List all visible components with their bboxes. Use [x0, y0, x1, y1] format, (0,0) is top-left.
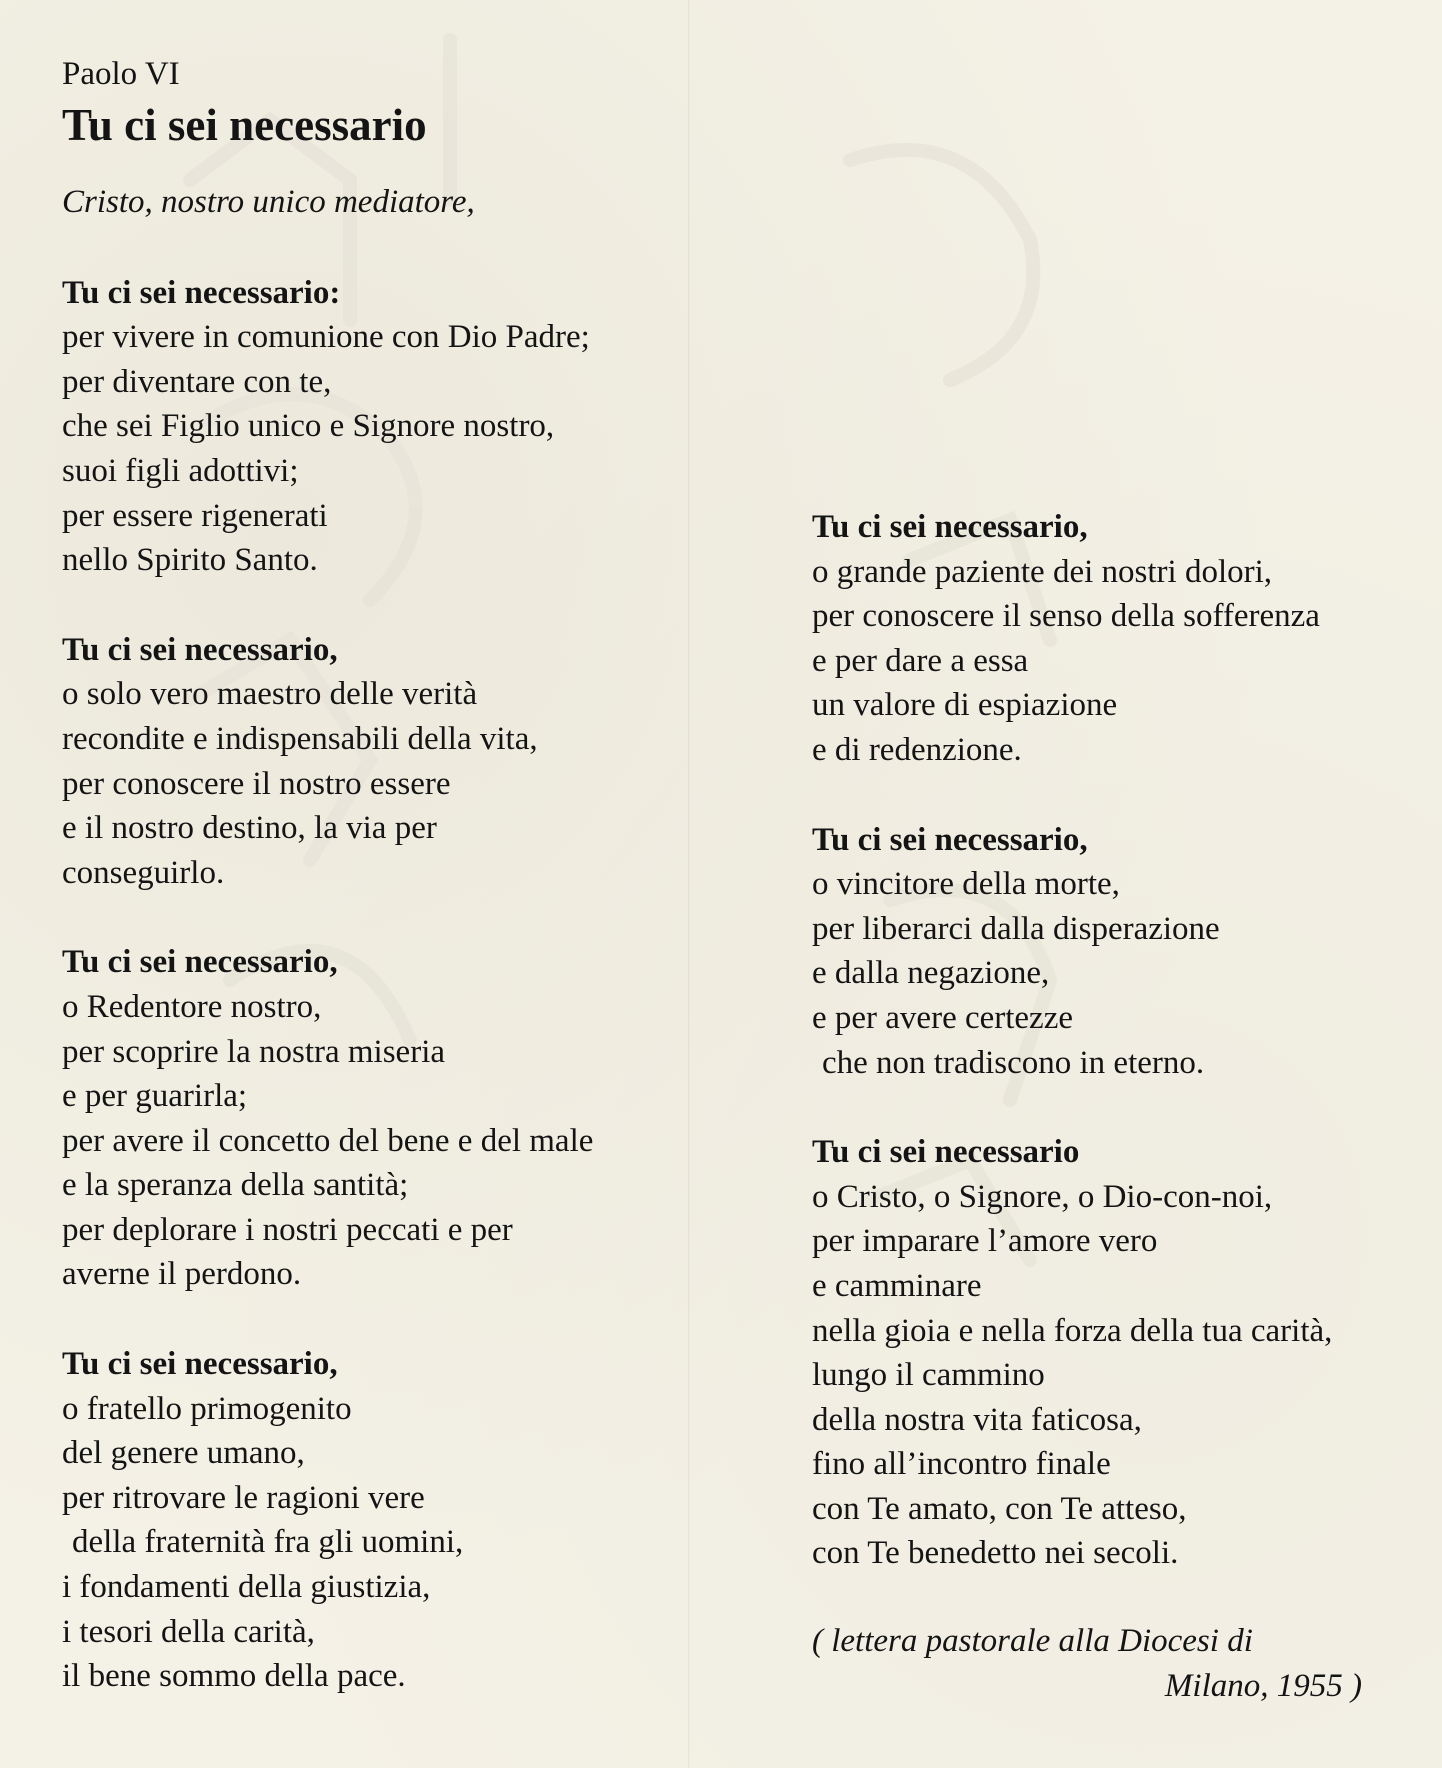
stanza-line: e per guarirla; [62, 1078, 248, 1115]
stanza-refrain: Tu ci sei necessario, [62, 1346, 338, 1383]
source-line-1: ( lettera pastorale alla Diocesi di [812, 1623, 1253, 1659]
stanza-line: per deplorare i nostri peccati e per [62, 1211, 513, 1248]
stanza-line: conseguirlo. [62, 854, 225, 891]
stanza-line: suoi figli adottivi; [62, 452, 299, 489]
stanza-line: i tesori della carità, [62, 1613, 315, 1650]
stanza-5 [812, 505, 1412, 773]
stanza-refrain: Tu ci sei necessario [812, 1134, 1080, 1171]
stanza-refrain: Tu ci sei necessario: [62, 274, 341, 311]
stanza-line: del genere umano, [62, 1435, 305, 1472]
poem-title: Tu ci sei necessario [62, 100, 427, 150]
stanza-line: e per avere certezze [812, 999, 1074, 1036]
stanza-line: il bene sommo della pace. [62, 1658, 406, 1695]
stanza-4 [62, 1342, 672, 1699]
stanza-line: per liberarci dalla disperazione [812, 910, 1220, 947]
stanza-line: o grande paziente dei nostri dolori, [812, 553, 1273, 590]
stanza-line: o solo vero maestro delle verità [62, 676, 478, 713]
stanza-refrain: Tu ci sei necessario, [812, 509, 1088, 545]
stanza-line: lungo il cammino [812, 1357, 1045, 1394]
stanza-line: o Redentore nostro, [62, 988, 322, 1025]
stanza-line: per essere rigenerati [62, 497, 328, 534]
stanza-line: per ritrovare le ragioni vere [62, 1479, 425, 1516]
stanza-line: e il nostro destino, la via per [62, 810, 437, 847]
stanza-line: nello Spirito Santo. [62, 542, 318, 579]
stanza-line: per conoscere il senso della sofferenza [812, 598, 1320, 635]
stanza-line: fino all’incontro finale [812, 1446, 1111, 1483]
source-citation [812, 1619, 1372, 1709]
left-column [62, 52, 672, 1744]
stanza-line: per scoprire la nostra miseria [62, 1033, 446, 1070]
stanza-line: nella gioia e nella forza della tua carità, [812, 1312, 1333, 1349]
stanza-line: e di redenzione. [812, 731, 1022, 768]
stanza-line: averne il perdono. [62, 1256, 302, 1293]
stanza-refrain: Tu ci sei necessario, [812, 821, 1088, 858]
stanza-line: e la speranza della santità; [62, 1167, 409, 1204]
stanza-line: che sei Figlio unico e Signore nostro, [62, 408, 555, 445]
stanza-line: della nostra vita faticosa, [812, 1401, 1142, 1438]
source-line-2: Milano, 1955 ) [1164, 1668, 1362, 1704]
stanza-line: e camminare [812, 1267, 982, 1304]
stanza-refrain: Tu ci sei necessario, [62, 631, 338, 668]
stanza-3 [62, 940, 672, 1297]
stanza-line: per avere il concetto del bene e del male [62, 1122, 594, 1159]
author-name: Paolo VI [62, 56, 180, 92]
stanza-line: o Cristo, o Signore, o Dio-con-noi, [812, 1178, 1273, 1215]
stanza-7 [812, 1130, 1412, 1576]
stanza-2 [62, 628, 672, 896]
stanza-line: della fraternità fra gli uomini, [72, 1524, 464, 1561]
stanza-line: i fondamenti della giustizia, [62, 1569, 431, 1606]
right-column [812, 505, 1412, 1621]
stanza-line: o vincitore della morte, [812, 866, 1120, 903]
intro-line: Cristo, nostro unico mediatore, [62, 184, 475, 220]
stanza-line: e per dare a essa [812, 642, 1029, 679]
stanza-line: con Te benedetto nei secoli. [812, 1535, 1179, 1572]
stanza-line: un valore di espiazione [812, 687, 1118, 724]
stanza-line: per conoscere il nostro essere [62, 765, 451, 802]
stanza-line: con Te amato, con Te atteso, [812, 1490, 1187, 1527]
stanza-line: o fratello primogenito [62, 1390, 352, 1427]
stanza-line: per diventare con te, [62, 363, 332, 400]
stanza-line: per vivere in comunione con Dio Padre; [62, 319, 590, 356]
stanza-6 [812, 818, 1412, 1086]
stanza-1 [62, 271, 672, 583]
stanza-line: che non tradiscono in eterno. [822, 1044, 1205, 1081]
page-fold-line [688, 0, 690, 1768]
stanza-line: per imparare l’amore vero [812, 1223, 1158, 1260]
stanza-line: e dalla negazione, [812, 955, 1050, 992]
stanza-line: recondite e indispensabili della vita, [62, 720, 538, 757]
stanza-refrain: Tu ci sei necessario, [62, 944, 338, 981]
